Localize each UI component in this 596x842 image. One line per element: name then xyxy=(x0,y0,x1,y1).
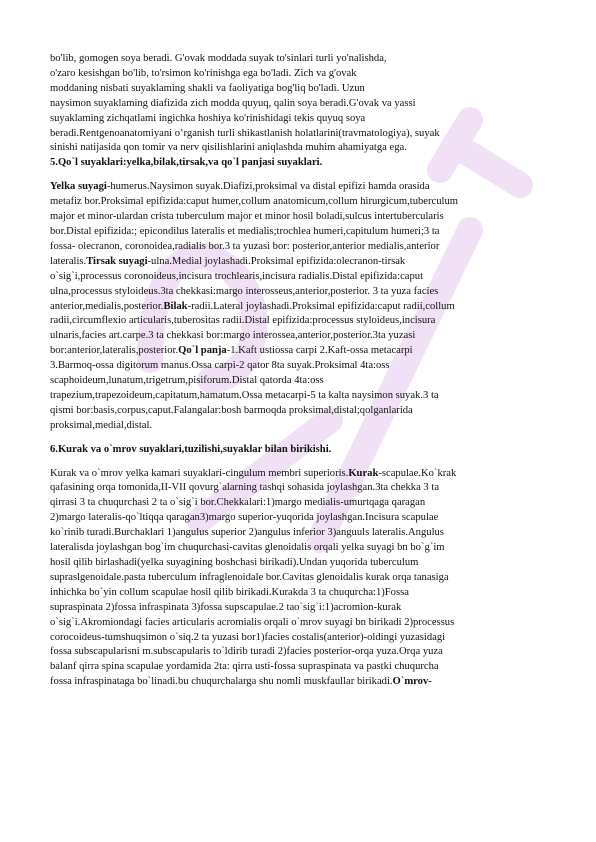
text-run: anterior,medialis,posterior. xyxy=(50,300,164,312)
bold-text: 5.Qo`l suyaklari:yelka,bilak,tirsak,va qo`l panjasi suyaklari. xyxy=(50,157,323,169)
text-run: o`sig`i,processus coronoideus,incisura trochlearis,incisura radialis.Distal epifizida:caput xyxy=(50,270,424,282)
text-line xyxy=(50,195,560,210)
text-run: qirrasi 3 ta chuqurchasi 2 ta o`sig`i bor.Chekkalari:1)margo medialis-umurtqaga qaragan xyxy=(50,497,426,509)
paragraph xyxy=(50,467,560,691)
text-line xyxy=(50,419,560,434)
text-line xyxy=(50,210,560,225)
text-run: metafiz bor.Proksimal epifizida:caput humer,collum anatomicum,collum hirurgicum,tuberculum xyxy=(50,196,459,208)
text-line xyxy=(50,82,560,97)
text-line xyxy=(50,97,560,112)
text-run: -radii.Lateral joylashadi.Proksimal epifizida:caput radii,collum xyxy=(187,300,455,312)
text-line xyxy=(50,127,560,142)
text-line xyxy=(50,300,560,315)
text-run: moddaning nisbati suyaklaming shakli va faoliyatiga bog'liq bo'ladi. Uzun xyxy=(50,82,365,94)
text-line xyxy=(50,481,560,496)
text-line xyxy=(50,389,560,404)
text-run: 2)margo lateralis-qo`ltiqqa qaragan3)margo superior-yuqorida joylashgan.Incisura scapulae xyxy=(50,512,439,524)
text-line xyxy=(50,675,560,690)
text-run: -humerus.Naysimon suyak.Diafizi,proksimal va distal epifizi hamda orasida xyxy=(106,181,430,193)
text-line xyxy=(50,496,560,511)
text-run: bo'lib, gomogen soya beradi. G'ovak moddada suyak to'sinlari turli yo'nalishda, xyxy=(50,53,387,64)
text-run: o'zaro kesishgan bo'lib, to'rsimon ko'rinishga ega bo'ladi. Zich va g'ovak xyxy=(50,67,357,79)
bold-text: 6.Kurak va o`mrov suyaklari,tuzilishi,suyaklar bilan birikishi. xyxy=(50,443,332,455)
text-line xyxy=(50,556,560,571)
text-run: bor:anterior,lateralis,posterior. xyxy=(50,345,179,357)
text-run: o`sig`i.Akromiondagi facies articularis acromialis orqali o`mrov suyagi bn birikadi 2)processus xyxy=(50,616,455,628)
bold-text: Qo`l panja xyxy=(178,345,227,357)
text-run: scaphoideum,lunatum,trigetrum,pisiforum.Distal qatorda 4ta:oss xyxy=(50,375,324,387)
text-line xyxy=(50,660,560,675)
text-run: qafasining orqa tomonida,II-VII qovurg`alarning tashqi sohasida joylashgan.3ta chekka 3 ta xyxy=(50,482,440,494)
text-run: -1.Kaft ustiossa carpi 2.Kaft-ossa metacarpi xyxy=(226,345,413,357)
text-run: -ulna.Medial joylashadi.Proksimal epifizida:olecranon-tirsak xyxy=(147,255,406,267)
text-run: bor.Distal epifizida:; epicondilus lateralis et medialis;trochlea humeri,capitulum humeri;3 ta xyxy=(50,225,440,237)
text-line xyxy=(50,112,560,127)
text-line xyxy=(50,467,560,482)
text-line xyxy=(50,571,560,586)
text-run: proksimal,medial,distal. xyxy=(50,419,153,431)
bold-text: O`mrov- xyxy=(392,676,432,688)
text-run: suyaklaming zichqatlami ingichka hoshiya ko'rinishidagi tekis quyuq soya xyxy=(50,112,366,124)
text-line xyxy=(50,240,560,255)
text-line xyxy=(50,225,560,240)
text-run: lateralis. xyxy=(50,255,87,267)
bold-text: Yelka suyagi xyxy=(50,181,107,193)
text-run: sinishi natijasida qon tomir va nerv qisilishlarini aniqlashda muhim ahamiyatga ega. xyxy=(50,142,407,154)
document-body xyxy=(50,52,560,690)
text-line xyxy=(50,631,560,646)
text-run: -scapulae.Ko`krak xyxy=(378,467,457,479)
paragraph xyxy=(50,52,560,171)
text-line xyxy=(50,314,560,329)
text-line xyxy=(50,541,560,556)
text-run: hosil qilib birlashadi(yelka suyagining boshchasi birikadi).Undan yuqorida tuberculum xyxy=(50,557,419,568)
text-run: ko`rinib turadi.Burchaklari 1)angulus superior 2)angulus inferior 3)anguuls lateralis.Angulus xyxy=(50,527,444,539)
text-run: radii,circumflexio articularis,tuberositas radii.Distal epifizida:processus styloideus,incisura xyxy=(50,315,436,327)
bold-text: Kurak xyxy=(348,467,379,479)
text-run: major et minor-ulardan crista tuberculum major et minor hosil boladi,sulcus intertubercularis xyxy=(50,211,444,223)
text-line xyxy=(50,67,560,82)
text-run: 3.Barmoq-ossa digitorum manus.Ossa carpi-2 qator 8ta suyak.Proksimal 4ta:oss xyxy=(50,360,390,372)
text-run: ulna,processus styloideus.3ta chekkasi:margo interosseus,anterior,posterior. 3 ta yuza facies xyxy=(50,285,439,297)
text-line xyxy=(50,586,560,601)
text-run: supraspinata 2)fossa infraspinata 3)fossa supscapulae.2 tao`sig`i:1)acromion-kurak xyxy=(50,601,402,613)
paragraph xyxy=(50,443,560,458)
text-line xyxy=(50,180,560,195)
paragraph-gap xyxy=(50,171,560,180)
bold-text: Bilak xyxy=(163,300,188,312)
text-run: inhichka bo`yin collum scapulae hosil qilib birikadi.Kurakda 3 ta chuqurcha:1)Fossa xyxy=(50,586,409,598)
text-run: ulnaris,facies art.carpe.3 ta chekkasi bor:margo interossea,anterior,posterior.3ta yuzasi xyxy=(50,330,416,342)
text-line xyxy=(50,443,560,458)
paragraph-gap xyxy=(50,458,560,467)
text-run: naysimon suyaklaming diafizida zich modda quyuq, qalin soya beradi.G'ovak va yassi xyxy=(50,97,416,109)
text-run: fossa- olecranon, coronoidea,radialis bor.3 ta yuzasi bor: posterior,anterior medialis,anterior xyxy=(50,240,440,252)
paragraph-gap xyxy=(50,434,560,443)
text-run: fossa subscapularisni m.subscapularis to`ldirib turadi 2)facies posterior-orqa yuza.Orqa yuza xyxy=(50,646,443,658)
text-line xyxy=(50,285,560,300)
text-run: supraslgenoidale.pasta tuberculum infraglenoidale bor.Cavitas glenoidalis kurak orqa tanasiga xyxy=(50,571,449,583)
text-line xyxy=(50,374,560,389)
text-line xyxy=(50,52,560,67)
text-line xyxy=(50,329,560,344)
text-line xyxy=(50,616,560,631)
text-line xyxy=(50,359,560,374)
text-run: trapezium,trapezoideum,capitatum,hamatum.Ossa metacarpi-5 ta kalta naysimon suyak.3 ta xyxy=(50,389,439,401)
bold-text: Tirsak suyagi xyxy=(86,255,148,267)
text-run: qismi bor:basis,corpus,caput.Falangalar:bosh barmoqda proksimal,distal;qolganlarida xyxy=(50,404,413,416)
text-run: balanf qirra spina scapulae yordamida 2ta: qirra usti-fossa supraspinata va pastki chuqurcha xyxy=(50,661,439,673)
text-line xyxy=(50,404,560,419)
text-run: lateralisda joylashgan bog`im chuqurchasi-cavitas glenoidalis orqali yelka suyagi bn bo`g`im xyxy=(50,542,445,554)
text-line xyxy=(50,601,560,616)
text-line xyxy=(50,270,560,285)
text-line xyxy=(50,141,560,156)
text-run: beradi.Rentgenoanatomiyani o’rganish turli shikastlanish holatlarini(travmatologiya), suyak xyxy=(50,127,440,139)
text-line xyxy=(50,526,560,541)
paragraph xyxy=(50,180,560,433)
text-line xyxy=(50,344,560,359)
text-line xyxy=(50,156,560,171)
text-line xyxy=(50,255,560,270)
text-line xyxy=(50,511,560,526)
text-line xyxy=(50,645,560,660)
text-run: fossa infraspinataga bo`linadi.bu chuqurchalarga shu nomli muskfaullar birikadi. xyxy=(50,676,393,688)
text-run: Kurak va o`mrov yelka kamari suyaklari-cingulum membri superioris. xyxy=(50,467,349,479)
text-run: corocoideus-tumshuqsimon o`siq.2 ta yuzasi bor1)facies costalis(anterior)-oldingi yuzasidagi xyxy=(50,631,446,643)
